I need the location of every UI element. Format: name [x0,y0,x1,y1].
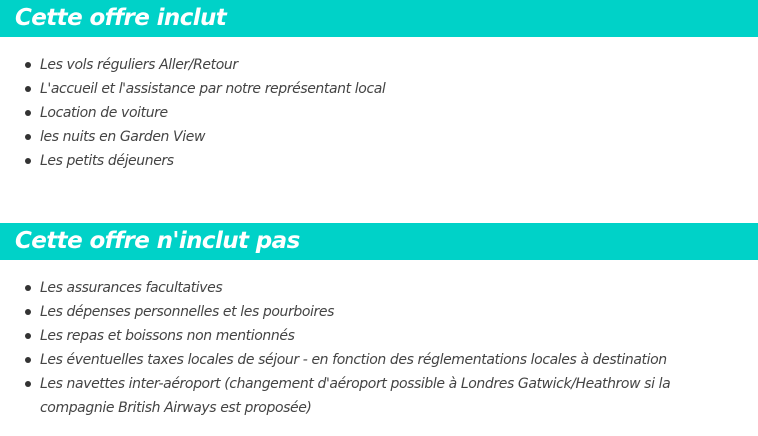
list-item [0,149,758,173]
list-item-label: les nuits en Garden View [40,129,205,145]
list-item-label: Location de voiture [40,105,168,121]
list-item-label: Les repas et boissons non mentionnés [40,328,295,344]
included-list [0,53,758,173]
bullet-icon [25,285,31,291]
bullet-icon [25,158,31,164]
list-item-label: L'accueil et l'assistance par notre représentant local [40,81,386,97]
list-item [0,125,758,149]
list-item [0,53,758,77]
bullet-icon [25,110,31,116]
bullet-icon [25,62,31,68]
list-item [0,77,758,101]
bullet-icon [25,357,31,363]
list-item [0,324,758,348]
list-item-label: Les éventuelles taxes locales de séjour - en fonction des réglementations locales à destination [40,352,667,368]
list-item [0,300,758,324]
bullet-icon [25,86,31,92]
list-item-label: Les navettes inter-aéroport (changement d'aéroport possible à Londres Gatwick/Heathrow si la compagnie British Airways est proposée) [40,376,671,416]
list-item-label: Les assurances facultatives [40,280,223,296]
list-item [0,372,758,420]
included-section-title: Cette offre inclut [0,0,758,37]
list-item-label: Les petits déjeuners [40,153,174,169]
excluded-section-title: Cette offre n'inclut pas [0,223,758,260]
list-item [0,348,758,372]
list-item-label: Les dépenses personnelles et les pourboires [40,304,334,320]
bullet-icon [25,333,31,339]
excluded-list [0,276,758,420]
list-item-label: Les vols réguliers Aller/Retour [40,57,238,73]
bullet-icon [25,309,31,315]
bullet-icon [25,381,31,387]
list-item [0,276,758,300]
list-item [0,101,758,125]
bullet-icon [25,134,31,140]
